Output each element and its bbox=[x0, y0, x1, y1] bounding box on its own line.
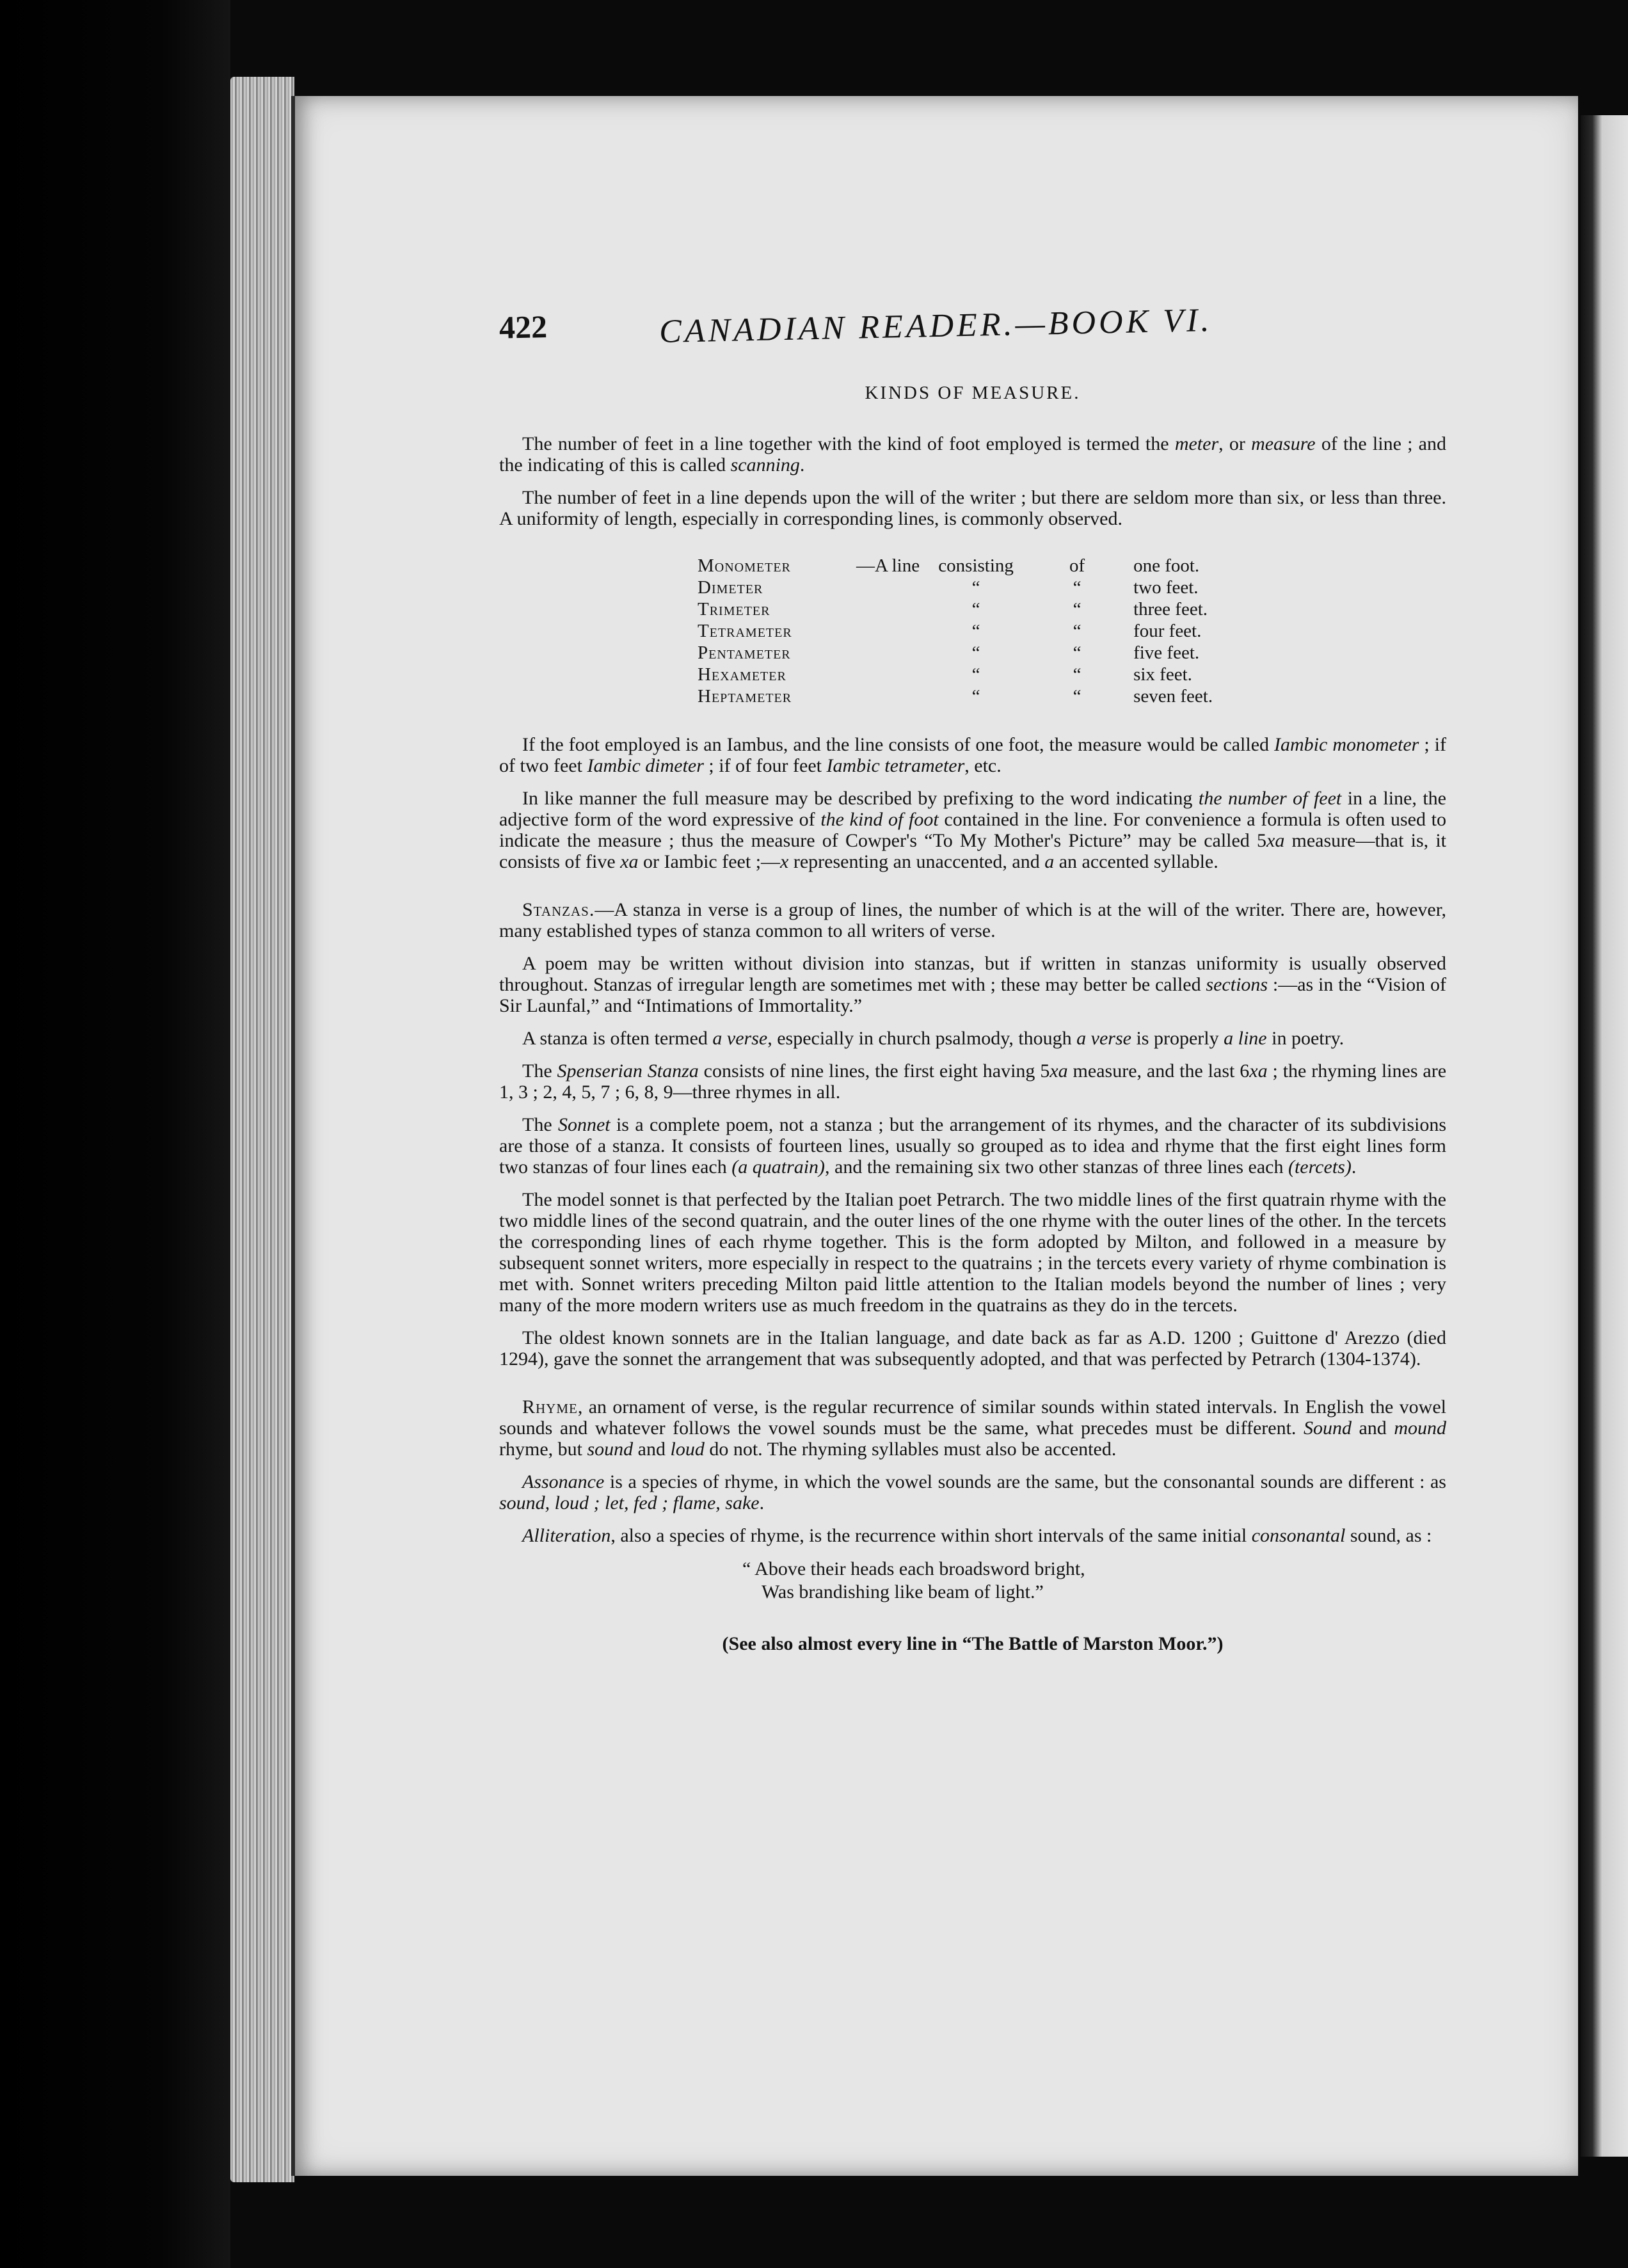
meter-line-text bbox=[856, 664, 931, 685]
meter-ditto-1: “ bbox=[971, 686, 980, 707]
meter-ditto-2: “ bbox=[1073, 643, 1081, 663]
paragraph-number-of-feet: The number of feet in a line depends upon the will of the writer ; but there are seldom more than six, or less than three. A uniformity of length, especially in corresponding lines, is commonly observed. bbox=[499, 487, 1446, 529]
meter-feet: three feet. bbox=[1133, 599, 1208, 619]
meter-name: Hexameter bbox=[698, 664, 786, 685]
meter-ditto-2: “ bbox=[1073, 621, 1081, 641]
paragraph-model-sonnet: The model sonnet is that perfected by the Italian poet Petrarch. The two middle lines of the first quatrain rhyme with the two middle lines of the second quatrain, and the outer lines of the one rhyme with the outer lines of the other. In the tercets the corresponding lines of each rhyme together. This is the form adopted by Milton, and followed in a measure by subsequent sonnet writers, more especially in respect to the quatrains ; in the tercets every variety of rhyme combination is met with. Sonnet writers preceding Milton paid little attention to the Italian models beyond the number of lines ; very many of the more modern writers use as much freedom in the quatrains as they do in the tercets. bbox=[499, 1189, 1446, 1316]
running-title: CANADIAN READER.—BOOK VI. bbox=[658, 301, 1213, 351]
meter-ditto-2: “ bbox=[1073, 664, 1081, 685]
meter-ditto-2: “ bbox=[1073, 577, 1081, 598]
meter-line-text bbox=[856, 642, 931, 664]
meter-line-text: —A line bbox=[856, 555, 920, 576]
meter-ditto-2: “ bbox=[1073, 686, 1081, 707]
meter-row bbox=[698, 598, 1382, 620]
page-content bbox=[499, 301, 1447, 1655]
meter-row bbox=[698, 685, 1382, 707]
paragraph-alliteration: Alliteration, also a species of rhyme, is the recurrence within short intervals of the same initial consonantal sound, as : bbox=[522, 1525, 1432, 1546]
meter-table bbox=[698, 555, 1382, 707]
meter-feet: two feet. bbox=[1133, 577, 1199, 598]
quote-line-1: “ Above their heads each broadsword bright, bbox=[742, 1558, 1085, 1579]
meter-feet: four feet. bbox=[1133, 621, 1202, 641]
meter-name: Trimeter bbox=[698, 599, 770, 619]
meter-feet: five feet. bbox=[1133, 643, 1200, 663]
paragraph-assonance: Assonance is a species of rhyme, in which the vowel sounds are the same, but the consonantal sounds are different : as sound, loud ; let, fed ; flame, sake. bbox=[499, 1471, 1446, 1513]
meter-ditto-1: “ bbox=[971, 599, 980, 619]
meter-row bbox=[698, 664, 1382, 685]
meter-feet: one foot. bbox=[1133, 555, 1200, 576]
see-also-note: (See also almost every line in “The Battle of Marston Moor.”) bbox=[722, 1633, 1224, 1654]
paragraph-spenserian-stanza: The Spenserian Stanza consists of nine lines, the first eight having 5xa measure, and the last 6xa ; the rhyming lines are 1, 3 ; 2, 4, 5, 7 ; 6, 8, 9—three rhymes in all. bbox=[499, 1060, 1447, 1103]
paragraph-verse-term: A stanza is often termed a verse, especially in church psalmody, though a verse is properly a line in poetry. bbox=[522, 1028, 1345, 1049]
meter-ditto-2: “ bbox=[1073, 599, 1081, 619]
page-header bbox=[499, 301, 1446, 365]
verse-quotation bbox=[742, 1558, 1446, 1604]
meter-row bbox=[698, 620, 1382, 642]
paragraph-meter-definition: The number of feet in a line together with the kind of foot employed is termed the meter, or measure of the line ; and the indicating of this is called scanning. bbox=[499, 433, 1446, 475]
meter-line-text bbox=[856, 577, 931, 598]
meter-ditto-1: “ bbox=[971, 664, 980, 685]
meter-ditto-1: “ bbox=[971, 621, 980, 641]
meter-line-text bbox=[856, 620, 931, 642]
paragraph-poem-division: A poem may be written without division into stanzas, but if written in stanzas uniformity is usually observed throughout. Stanzas of irregular length are sometimes met with ; these may better be called sections :—as in the “Vision of Sir Launfal,” and “Intimations of Immortality.” bbox=[499, 953, 1446, 1016]
page-number: 422 bbox=[499, 308, 548, 346]
meter-name: Heptameter bbox=[698, 686, 792, 707]
quote-line-2: Was brandishing like beam of light.” bbox=[762, 1581, 1044, 1602]
meter-line-text bbox=[856, 598, 931, 620]
meter-ditto-1: “ bbox=[971, 643, 980, 663]
meter-ditto-1: “ bbox=[971, 577, 980, 598]
meter-row bbox=[698, 642, 1382, 664]
meter-feet: six feet. bbox=[1133, 664, 1192, 685]
meter-name: Dimeter bbox=[698, 577, 763, 598]
paragraph-oldest-sonnets: The oldest known sonnets are in the Italian language, and date back as far as A.D. 1200 ; Guittone d' Arezzo (died 1294), gave the sonnet the arrangement that was subsequently adopted, and that was perfected by Petrarch (1304-1374). bbox=[499, 1327, 1446, 1370]
page-stack-edge bbox=[230, 77, 294, 2182]
meter-line-text bbox=[856, 685, 931, 707]
meter-ditto-2: of bbox=[1069, 555, 1085, 576]
paragraph-iambic-naming: If the foot employed is an Iambus, and the line consists of one foot, the measure would be called Iambic monometer ; if of two feet Iambic dimeter ; if of four feet Iambic tetrameter, etc. bbox=[499, 734, 1446, 776]
paragraph-rhyme: Rhyme, an ornament of verse, is the regular recurrence of similar sounds within stated intervals. In English the vowel sounds and whatever follows the vowel sounds must be the same, what precedes must be different. Sound and mound rhyme, but sound and loud do not. The rhyming syllables must also be accented. bbox=[499, 1396, 1446, 1460]
book-edge-shadow bbox=[0, 0, 230, 2268]
meter-ditto-1: consisting bbox=[938, 555, 1014, 576]
facing-page-edge bbox=[1581, 115, 1628, 2157]
meter-row bbox=[698, 577, 1382, 598]
meter-name: Pentameter bbox=[698, 643, 791, 663]
meter-feet: seven feet. bbox=[1133, 686, 1213, 707]
meter-row bbox=[698, 555, 1382, 577]
meter-name: Tetrameter bbox=[698, 621, 792, 641]
section-title: KINDS OF MEASURE. bbox=[865, 383, 1081, 403]
meter-name: Monometer bbox=[698, 555, 791, 576]
paragraph-stanzas: Stanzas.—A stanza in verse is a group of lines, the number of which is at the will of the writer. There are, however, many established types of stanza common to all writers of verse. bbox=[499, 899, 1446, 941]
paragraph-sonnet: The Sonnet is a complete poem, not a stanza ; but the arrangement of its rhymes, and the character of its subdivisions are those of a stanza. It consists of fourteen lines, usually so grouped as to idea and rhyme that the first eight lines form two stanzas of four lines each (a quatrain), and the remaining six two other stanzas of three lines each (tercets). bbox=[499, 1114, 1447, 1178]
paragraph-full-measure: In like manner the full measure may be described by prefixing to the word indicating the number of feet in a line, the adjective form of the word expressive of the kind of foot contained in the line. For convenience a formula is often used to indicate the measure ; thus the measure of Cowper's “To My Mother's Picture” may be called 5xa measure—that is, it consists of five xa or Iambic feet ;—x representing an unaccented, and a an accented syllable. bbox=[499, 788, 1446, 872]
